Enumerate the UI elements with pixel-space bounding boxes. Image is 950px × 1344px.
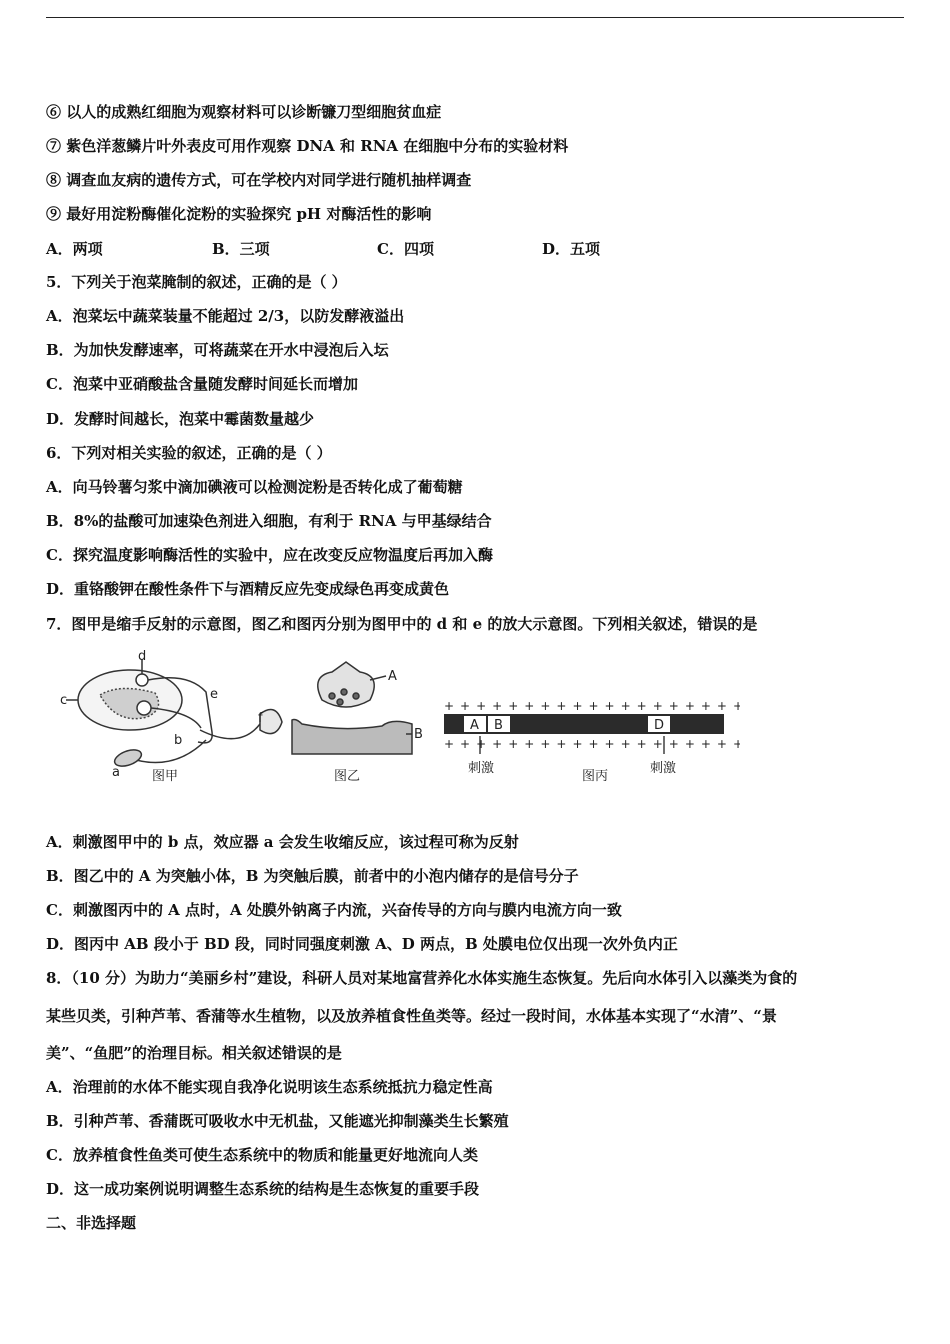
label-d: d: [138, 650, 147, 664]
q6-stem: 6．下列对相关实验的叙述，正确的是（ ）: [46, 444, 332, 462]
q7-option-c: C．刺激图丙中的 A 点时，A 处膜外钠离子内流，兴奋传导的方向与膜内电流方向一致: [46, 901, 622, 919]
label-b: b: [174, 733, 183, 748]
label-A-fiber: A: [470, 718, 479, 733]
label-B-synapse: B: [414, 727, 423, 742]
caption-yi: 图乙: [334, 769, 361, 784]
statement-6: ⑥ 以人的成熟红细胞为观察材料可以诊断镰刀型细胞贫血症: [46, 103, 442, 121]
label-stimulus-2: 刺激: [650, 761, 677, 776]
caption-bing: 图丙: [582, 769, 609, 784]
reflex-figure: [60, 650, 740, 800]
q8-option-d: D．这一成功案例说明调整生态系统的结构是生态恢复的重要手段: [46, 1180, 480, 1198]
q5-option-b: B．为加快发酵速率，可将蔬菜在开水中浸泡后入坛: [46, 341, 389, 359]
q7-option-b: B．图乙中的 A 为突触小体，B 为突触后膜，前者中的小泡内储存的是信号分子: [46, 867, 579, 885]
q5-option-d: D．发酵时间越长，泡菜中霉菌数量越少: [46, 410, 315, 428]
q7-option-a: A．刺激图甲中的 b 点，效应器 a 会发生收缩反应，该过程可称为反射: [46, 833, 519, 851]
label-a: a: [112, 765, 120, 780]
q8-stem-line-2: 某些贝类，引种芦苇、香蒲等水生植物，以及放养植食性鱼类等。经过一段时间，水体基本实现了“水清”、“景: [46, 1007, 777, 1025]
reflex-diagram: [60, 650, 740, 800]
svg-text:+++++++++++++++++++: +++++++++++++++++++: [444, 699, 740, 713]
header-rule: [46, 17, 904, 18]
statement-8: ⑧ 调查血友病的遗传方式，可在学校内对同学进行随机抽样调查: [46, 171, 472, 189]
q6-option-b: B．8%的盐酸可加速染色剂进入细胞，有利于 RNA 与甲基绿结合: [46, 512, 492, 530]
label-B-fiber: B: [494, 718, 503, 733]
q4-option-c: C．四项: [377, 240, 434, 258]
label-e: e: [210, 687, 218, 702]
label-c: c: [60, 693, 68, 708]
q8-option-b: B．引种芦苇、香蒲既可吸收水中无机盐，又能遮光抑制藻类生长繁殖: [46, 1112, 509, 1130]
q8-option-a: A．治理前的水体不能实现自我净化说明该生态系统抵抗力稳定性高: [46, 1078, 493, 1096]
svg-text:+++++++++++++++++++: +++++++++++++++++++: [444, 737, 740, 751]
q4-options: [46, 238, 646, 258]
q6-option-c: C．探究温度影响酶活性的实验中，应在改变反应物温度后再加入酶: [46, 546, 493, 564]
q4-option-a: A．两项: [46, 240, 103, 258]
q6-option-a: A．向马铃薯匀浆中滴加碘液可以检测淀粉是否转化成了葡萄糖: [46, 478, 463, 496]
section-heading: 二、非选择题: [46, 1214, 137, 1232]
label-D-fiber: D: [654, 718, 665, 733]
q5-stem: 5．下列关于泡菜腌制的叙述，正确的是（ ）: [46, 273, 347, 291]
q4-option-b: B．三项: [212, 240, 270, 258]
q4-option-d: D．五项: [542, 240, 601, 258]
label-stimulus-1: 刺激: [468, 761, 495, 776]
caption-jia: 图甲: [152, 769, 179, 784]
q6-option-d: D．重铬酸钾在酸性条件下与酒精反应先变成绿色再变成黄色: [46, 580, 450, 598]
statement-7: ⑦ 紫色洋葱鳞片叶外表皮可用作观察 DNA 和 RNA 在细胞中分布的实验材料: [46, 137, 569, 155]
figure-jia: [66, 660, 282, 769]
label-A-synapse: A: [388, 669, 397, 684]
q8-option-c: C．放养植食性鱼类可使生态系统中的物质和能量更好地流向人类: [46, 1146, 478, 1164]
figure-bing: [444, 699, 740, 754]
statement-9: ⑨ 最好用淀粉酶催化淀粉的实验探究 pH 对酶活性的影响: [46, 205, 432, 223]
q7-stem: 7．图甲是缩手反射的示意图，图乙和图丙分别为图甲中的 d 和 e 的放大示意图。下列相关叙述，错误的是: [46, 615, 758, 633]
q7-option-d: D．图丙中 AB 段小于 BD 段，同时同强度刺激 A、D 两点，B 处膜电位仅出现一次外负内正: [46, 935, 678, 953]
q8-stem-line-3: 美”、“鱼肥”的治理目标。相关叙述错误的是: [46, 1044, 342, 1062]
q8-stem-line-1: 8．（10 分）为助力“美丽乡村”建设，科研人员对某地富营养化水体实施生态恢复。先后向水体引入以藻类为食的: [46, 969, 798, 987]
q5-option-a: A．泡菜坛中蔬菜装量不能超过 2/3，以防发酵液溢出: [46, 307, 405, 325]
label-f: f: [258, 711, 263, 726]
q5-option-c: C．泡菜中亚硝酸盐含量随发酵时间延长而增加: [46, 375, 358, 393]
